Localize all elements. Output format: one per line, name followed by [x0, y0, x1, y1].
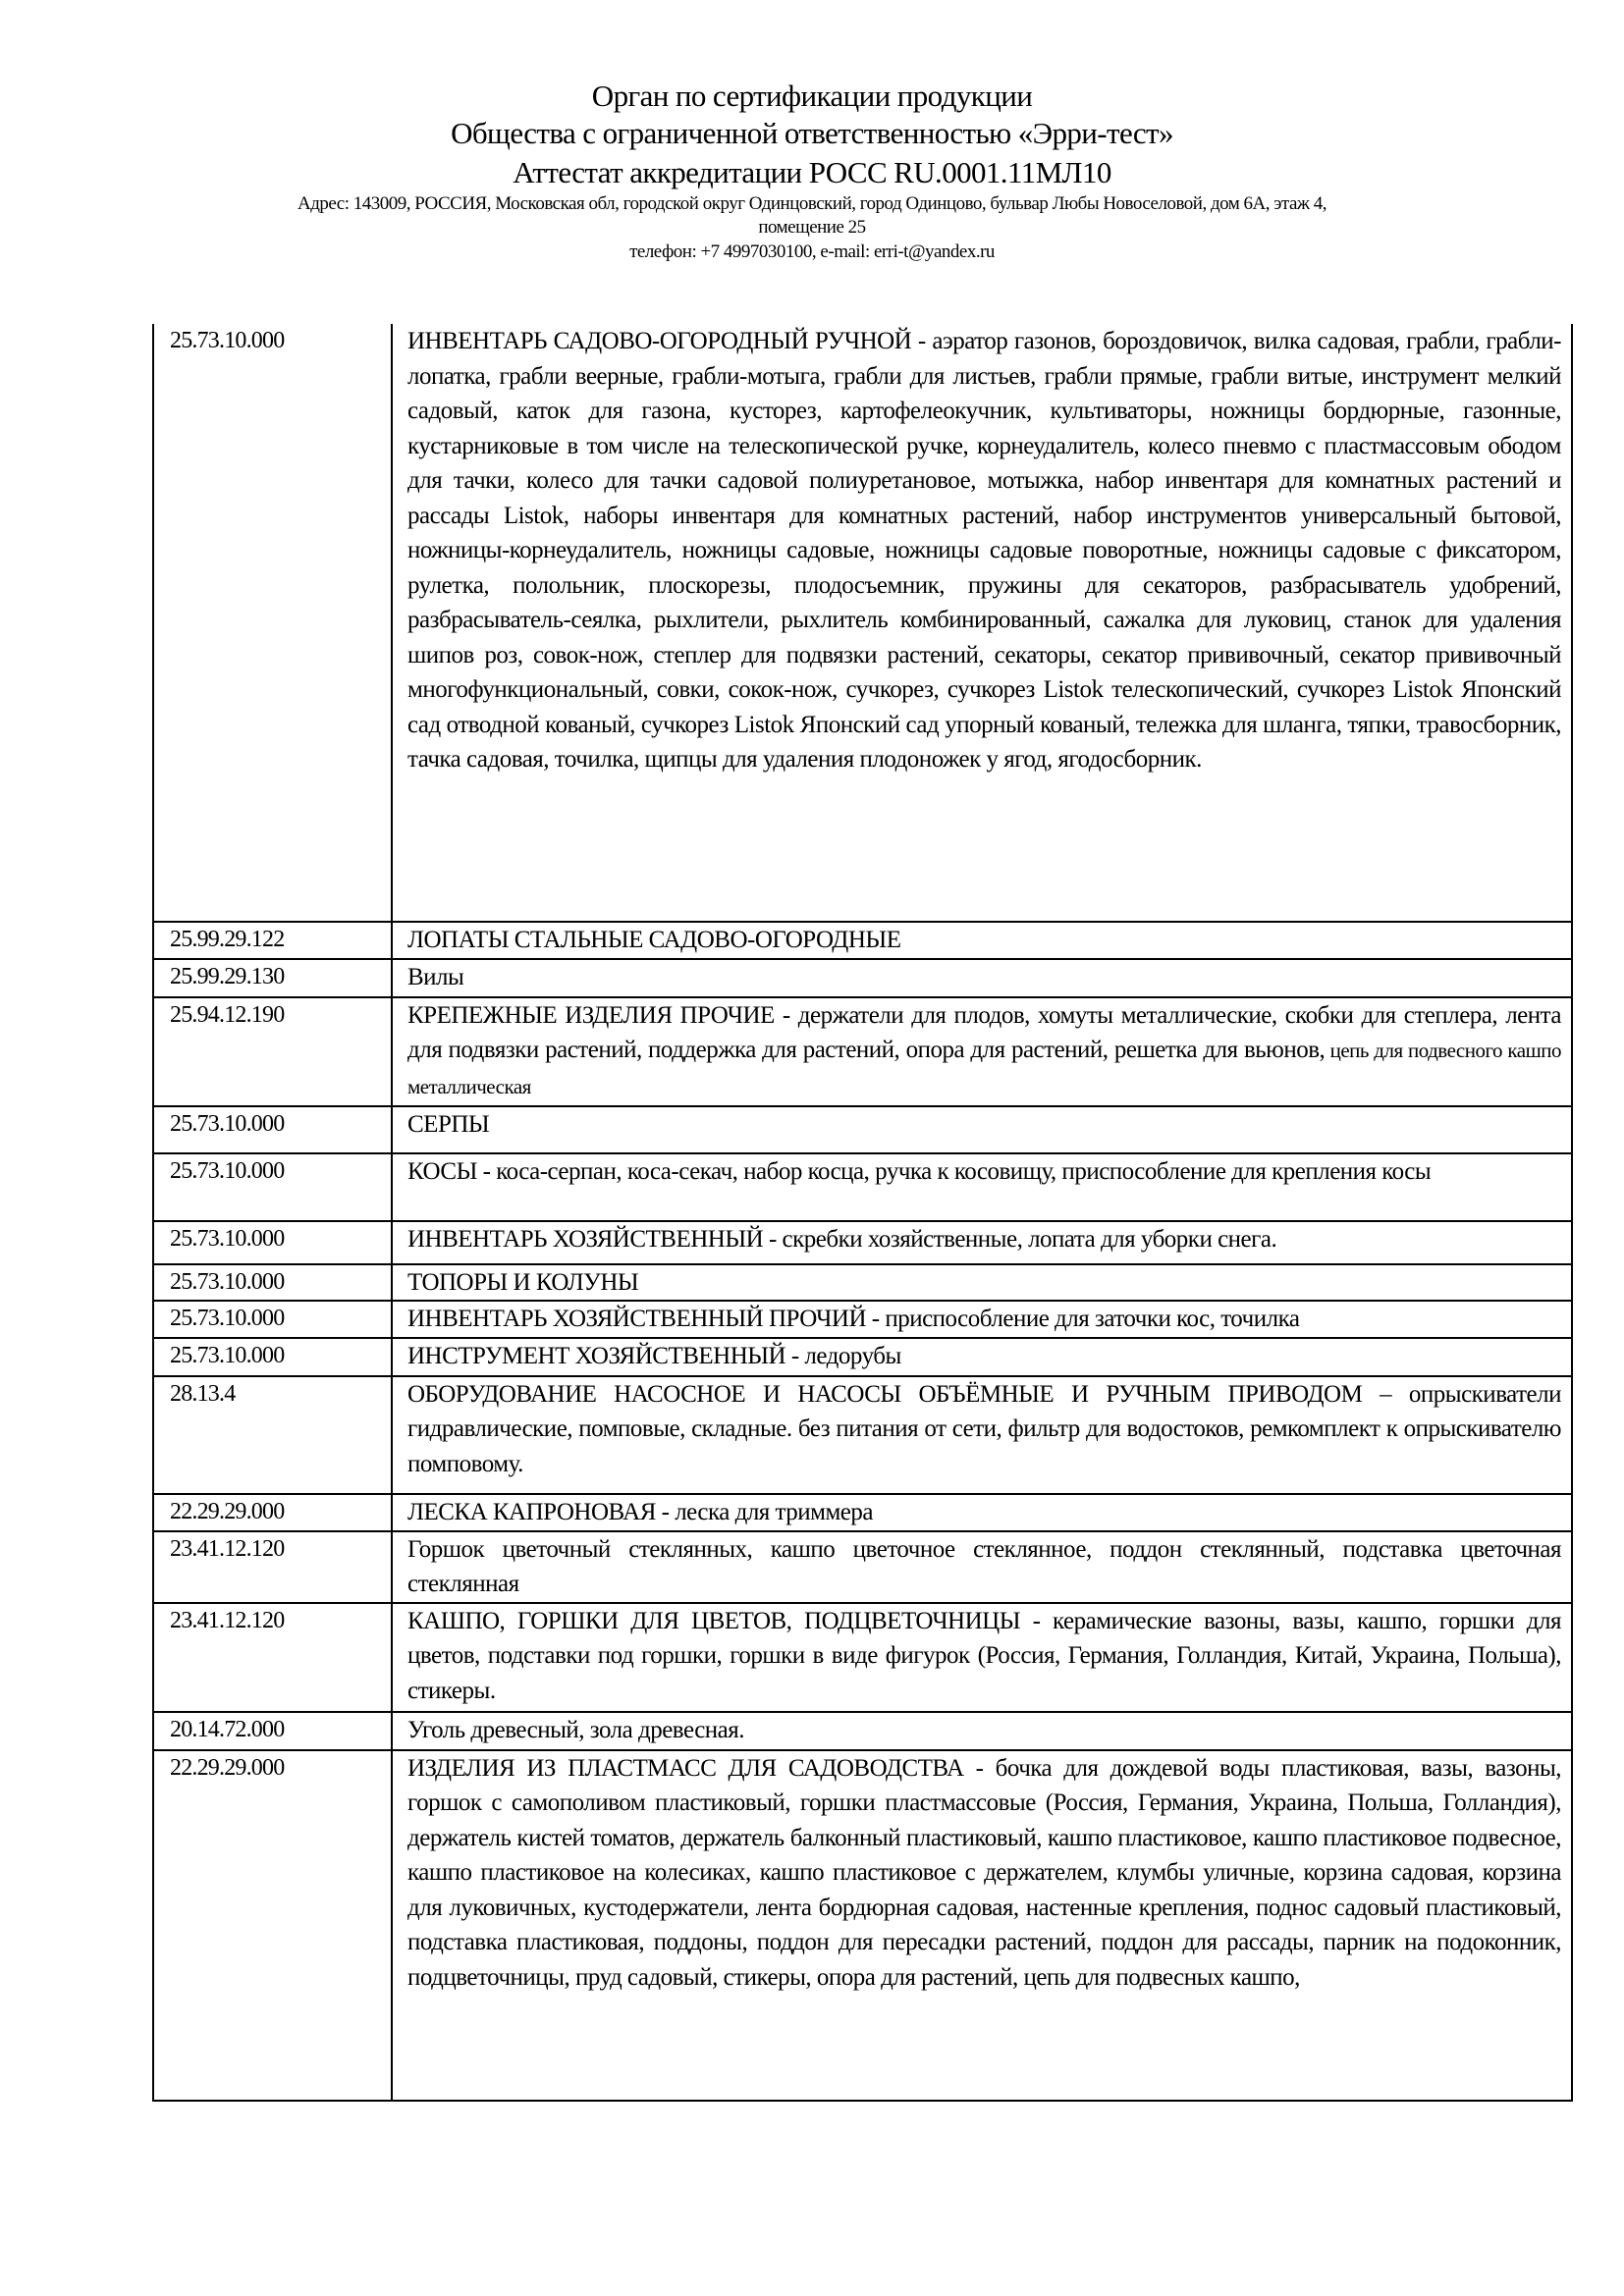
- product-description: [392, 1531, 1572, 1603]
- product-description: [392, 1301, 1572, 1338]
- product-description: [392, 1221, 1572, 1264]
- okpd-code: 25.73.10.000: [153, 1264, 392, 1302]
- product-description: [392, 1264, 1572, 1302]
- description-text: КРЕПЕЖНЫЕ ИЗДЕЛИЯ ПРОЧИЕ - держатели для плодов, хомуты металлические, скобки для степлера, лента для подвязки растений, поддержка для растений, опора для растений, решетка для вьюнов,: [407, 1001, 1561, 1063]
- product-description: [392, 997, 1572, 1106]
- product-description: [392, 1376, 1572, 1494]
- description-text: ИНВЕНТАРЬ ХОЗЯЙСТВЕННЫЙ - скребки хозяйственные, лопата для уборки снега.: [407, 1225, 1277, 1253]
- okpd-code: 20.14.72.000: [153, 1712, 392, 1750]
- accreditation: Аттестат аккредитации РОСС RU.0001.11МЛ10: [513, 155, 1111, 189]
- description-text: ТОПОРЫ И КОЛУНЫ: [407, 1268, 639, 1296]
- description-text: ИНВЕНТАРЬ САДОВО-ОГОРОДНЫЙ РУЧНОЙ - аэратор газонов, бороздовичок, вилка садовая, грабли, грабли-лопатка, грабли веерные, грабли-мотыга, грабли для листьев, грабли прямые, грабли витые, инструмент мелкий садовый, каток для газона, кусторез, картофелеокучник, культиваторы, ножницы бордюрные, газонные, кустарниковые в том числе на телескопической ручке, корнеудалитель, колесо пневмо с пластмассовым ободом для тачки, колесо для тачки садовой полиуретановое, мотыжка, набор инвентаря для комнатных растений и рассады Listok, наборы инвентаря для комнатных растений, набор инструментов универсальный бытовой, ножницы-корнеудалитель, ножницы садовые, ножницы садовые поворотные, ножницы садовые с фиксатором, рулетка, полольник, плоскорезы, плодосъемник, пружины для секаторов, разбрасыватель удобрений, разбрасыватель-сеялка, рыхлители, рыхлитель комбинированный, сажалка для луковиц, станок для удаления шипов роз, совок-нож, степлер для подвязки растений, секаторы, секатор прививочный, секатор прививочный многофункциональный, совки, сокок-нож, сучкорез, сучкорез Listok телескопический, сучкорез Listok Японский сад отводной кованый, сучкорез Listok Японский сад упорный кованый, тележка для шланга, тяпки, травосборник, тачка садовая, точилка, щипцы для удаления плодоножек у ягод, ягодосборник.: [407, 328, 1561, 773]
- table-row: [153, 1712, 1572, 1750]
- description-text: ОБОРУДОВАНИЕ НАСОСНОЕ И НАСОСЫ ОБЪЁМНЫЕ И РУЧНЫМ ПРИВОДОМ – опрыскиватели гидравлические, помповые, складные. без питания от сети, фильтр для водостоков, ремкомплект к опрыскивателю помповому.: [407, 1380, 1561, 1477]
- address: Адрес: 143009, РОССИЯ, Московская обл, городской округ Одинцовский, город Одинцово, бульвар Любы Новоселовой, дом 6А, этаж 4,: [297, 193, 1327, 214]
- okpd-code: 25.73.10.000: [153, 1153, 392, 1221]
- product-description: [392, 1750, 1572, 2101]
- description-small-text: цепь для подвесного кашпо металлическая: [407, 1039, 1562, 1098]
- table-row: [153, 1106, 1572, 1153]
- table-row: [153, 922, 1572, 959]
- okpd-code: 28.13.4: [153, 1376, 392, 1494]
- table-row: [153, 1750, 1572, 2101]
- description-text: ЛЕСКА КАПРОНОВАЯ - леска для триммера: [407, 1498, 873, 1525]
- product-description: [392, 922, 1572, 959]
- table-row: [153, 1531, 1572, 1603]
- table-row: [153, 324, 1572, 922]
- description-text: ЛОПАТЫ СТАЛЬНЫЕ САДОВО-ОГОРОДНЫЕ: [407, 927, 901, 953]
- description-text: ИЗДЕЛИЯ ИЗ ПЛАСТМАСС ДЛЯ САДОВОДСТВА - бочка для дождевой воды пластиковая, вазы, вазоны, горшок с самополивом пластиковый, горшки пластмассовые (Россия, Германия, Украина, Польша, Голландия), держатель кистей томатов, держатель балконный пластиковый, кашпо пластиковое, кашпо пластиковое подвесное, кашпо пластиковое на колесиках, кашпо пластиковое с держателем, клумбы уличные, корзина садовая, корзина для луковичных, кустодержатели, лента бордюрная садовая, настенные крепления, поднос садовый пластиковый, подставка пластиковая, поддоны, поддон для пересадки растений, поддон для рассады, парник на подоконник, подцветочницы, пруд садовый, стикеры, опора для растений, цепь для подвесных кашпо,: [407, 1754, 1561, 1991]
- product-description: [392, 1106, 1572, 1153]
- table-row: [153, 1264, 1572, 1302]
- product-description: [392, 1153, 1572, 1221]
- okpd-code: 25.99.29.130: [153, 959, 392, 997]
- okpd-code: 23.41.12.120: [153, 1603, 392, 1712]
- okpd-code: 25.94.12.190: [153, 997, 392, 1106]
- table-row: [153, 1221, 1572, 1264]
- product-description: [392, 959, 1572, 997]
- table-row: [153, 959, 1572, 997]
- table-row: [153, 1603, 1572, 1712]
- description-text: Вилы: [407, 963, 464, 990]
- okpd-code: 23.41.12.120: [153, 1531, 392, 1603]
- description-text: Уголь древесный, зола древесная.: [407, 1716, 745, 1743]
- okpd-code: 25.73.10.000: [153, 1221, 392, 1264]
- okpd-code: 22.29.29.000: [153, 1750, 392, 2101]
- org-title: Орган по сертификации продукции: [591, 79, 1033, 113]
- okpd-code: 25.73.10.000: [153, 324, 392, 922]
- product-description: [392, 1712, 1572, 1750]
- product-description: [392, 1338, 1572, 1376]
- table-row: [153, 1153, 1572, 1221]
- description-text: КАШПО, ГОРШКИ ДЛЯ ЦВЕТОВ, ПОДЦВЕТОЧНИЦЫ - керамические вазоны, вазы, кашпо, горшки для цветов, подставки под горшки, горшки в виде фигурок (Россия, Германия, Голландия, Китай, Украина, Польша), стикеры.: [407, 1607, 1561, 1704]
- okpd-code: 25.73.10.000: [153, 1301, 392, 1338]
- description-text: ИНВЕНТАРЬ ХОЗЯЙСТВЕННЫЙ ПРОЧИЙ - приспособление для заточки кос, точилка: [407, 1306, 1300, 1332]
- description-text: ИНСТРУМЕНТ ХОЗЯЙСТВЕННЫЙ - ледорубы: [407, 1342, 901, 1369]
- okpd-code: 25.99.29.122: [153, 922, 392, 959]
- contact-info: телефон: +7 4997030100, e-mail: erri-t@yandex.ru: [629, 241, 995, 262]
- address-line2: помещение 25: [758, 217, 866, 238]
- org-name: Общества с ограниченной ответственностью «Эрри-тест»: [451, 116, 1173, 150]
- table-row: [153, 1338, 1572, 1376]
- products-table: [152, 324, 1573, 2102]
- description-text: СЕРПЫ: [407, 1110, 490, 1138]
- product-description: [392, 1494, 1572, 1531]
- okpd-code: 22.29.29.000: [153, 1494, 392, 1531]
- table-row: [153, 1494, 1572, 1531]
- table-row: [153, 997, 1572, 1106]
- product-description: [392, 1603, 1572, 1712]
- okpd-code: 25.73.10.000: [153, 1106, 392, 1153]
- product-description: [392, 324, 1572, 922]
- description-text: КОСЫ - коса-серпан, коса-секач, набор косца, ручка к косовищу, приспособление для крепления косы: [407, 1157, 1432, 1185]
- description-text: Горшок цветочный стеклянных, кашпо цветочное стеклянное, поддон стеклянный, подставка цветочная стеклянная: [407, 1535, 1561, 1597]
- okpd-code: 25.73.10.000: [153, 1338, 392, 1376]
- table-row: [153, 1376, 1572, 1494]
- table-row: [153, 1301, 1572, 1338]
